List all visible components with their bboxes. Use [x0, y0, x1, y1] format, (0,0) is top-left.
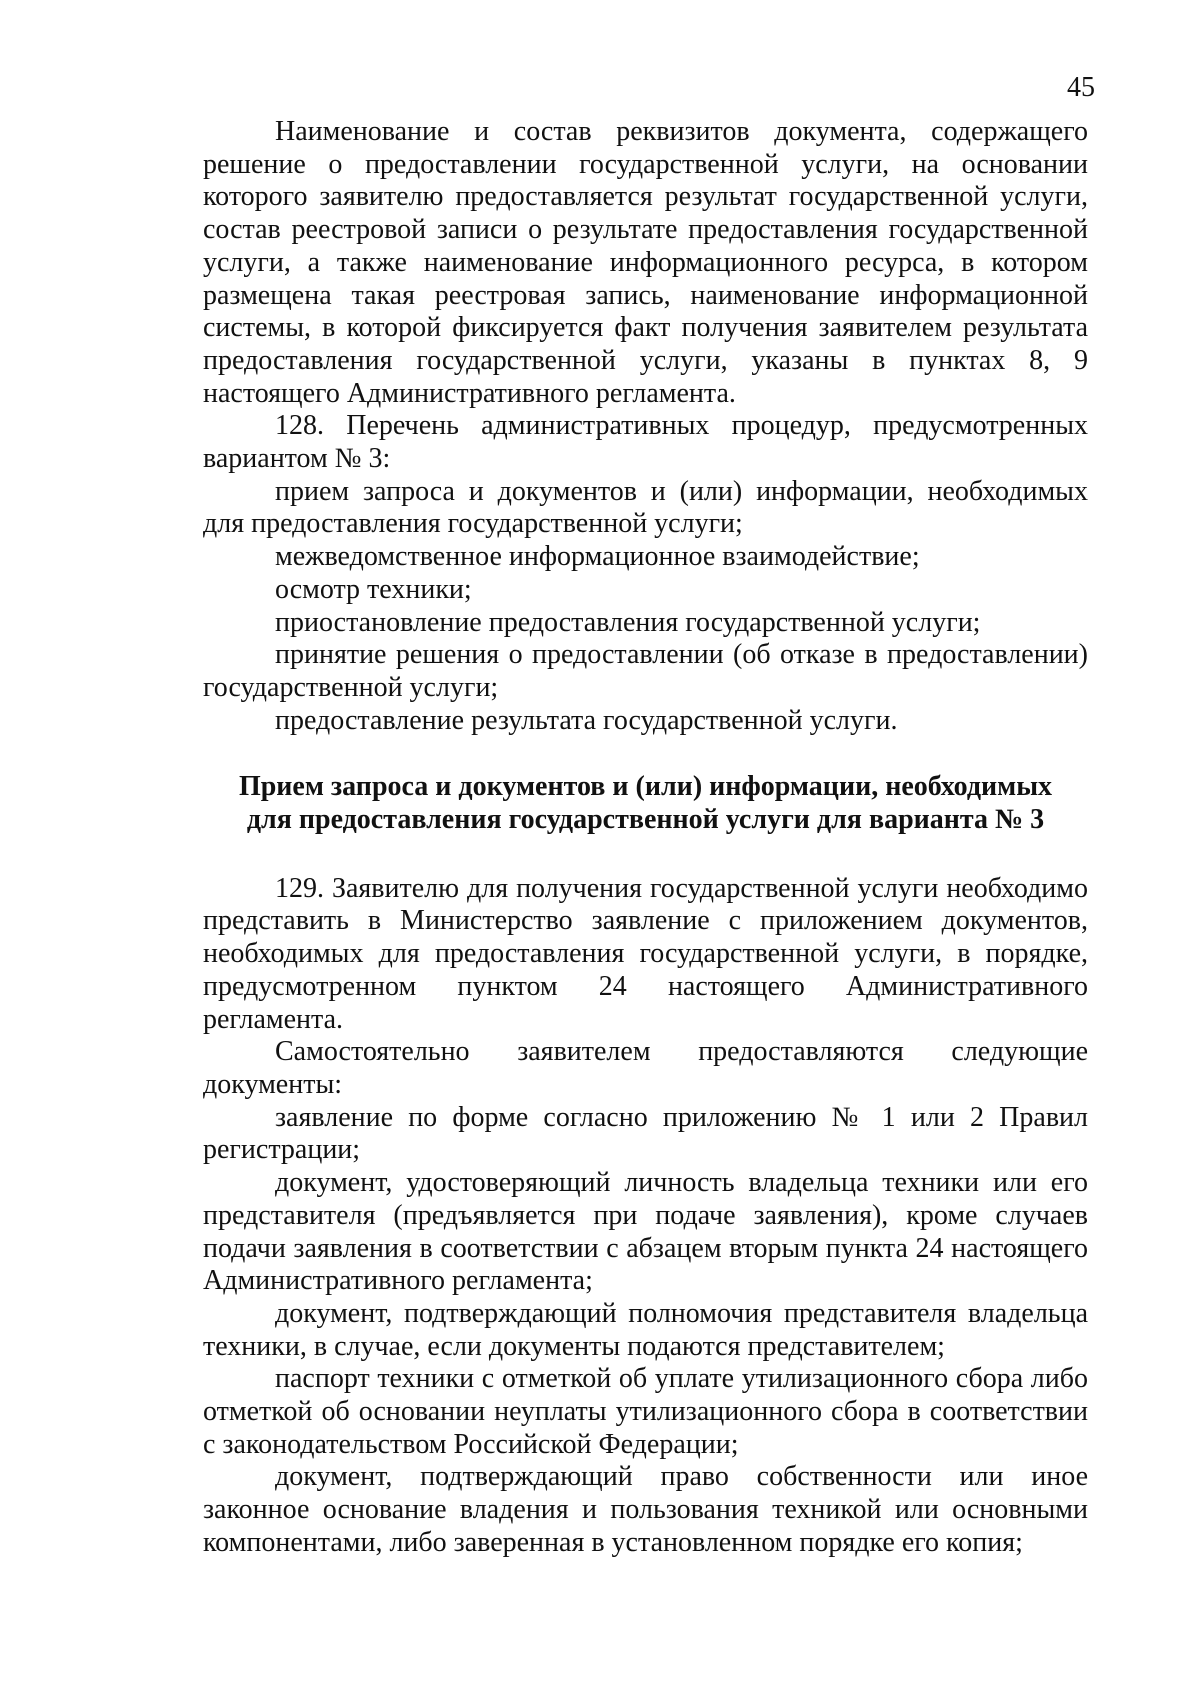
paragraph-documents-intro: Самостоятельно заявителем предоставляются следующие документы: [203, 1036, 1088, 1100]
paragraph-128: 128. Перечень административных процедур, предусмотренных вариантом № 3: [203, 410, 1088, 475]
paragraph-requisites: Наименование и состав реквизитов документа, содержащего решение о предоставлении государственной услуги, на основании которого заявителю предоставляется результат государственной услуги, состав реестровой записи о результате предоставления государственной услуги, а также наименование информационного ресурса, в котором размещена такая реестровая запись, наименование информационной системы, в которой фиксируется факт получения заявителем результата предоставления государственной услуги, указаны в пунктах 8, 9 настоящего Административного регламента. [203, 116, 1088, 409]
document-item: документ, подтверждающий полномочия представителя владельца техники, в случае, если документы подаются представителем; [203, 1297, 1088, 1362]
section-heading-line: Прием запроса и документов и (или) информации, необходимых [238, 771, 1053, 803]
procedure-item: межведомственное информационное взаимодействие; [275, 541, 920, 573]
procedure-item: предоставление результата государственной услуги. [275, 704, 898, 736]
section-heading [203, 771, 1088, 836]
document-item: паспорт техники с отметкой об уплате утилизационного сбора либо отметкой об основании неуплаты утилизационного сбора в соответствии с законодательством Российской Федерации; [203, 1363, 1088, 1460]
document-item: документ, подтверждающий право собственности или иное законное основание владения и пользования техникой или основными компонентами, либо заверенная в установленном порядке его копия; [203, 1461, 1088, 1558]
paragraph-129: 129. Заявителю для получения государственной услуги необходимо представить в Министерство заявление с приложением документов, необходимых для предоставления государственной услуги, в порядке, предусмотренном пунктом 24 настоящего Административного регламента. [203, 872, 1088, 1035]
procedure-item: прием запроса и документов и (или) информации, необходимых для предоставления государственной услуги; [203, 475, 1088, 540]
procedure-item: осмотр техники; [275, 573, 472, 605]
section-heading-line: для предоставления государственной услуги для варианта № 3 [246, 804, 1045, 836]
page-number: 45 [1067, 72, 1095, 103]
procedure-item: приостановление предоставления государственной услуги; [275, 606, 981, 638]
document-item: документ, удостоверяющий личность владельца техники или его представителя (предъявляется при подаче заявления), кроме случаев подачи заявления в соответствии с абзацем вторым пункта 24 настоящего Административного регламента; [203, 1167, 1088, 1297]
document-body [203, 116, 1088, 1560]
procedure-item: принятие решения о предоставлении (об отказе в предоставлении) государственной услуги; [203, 639, 1088, 703]
document-item: заявление по форме согласно приложению № 1 или 2 Правил регистрации; [203, 1101, 1088, 1166]
